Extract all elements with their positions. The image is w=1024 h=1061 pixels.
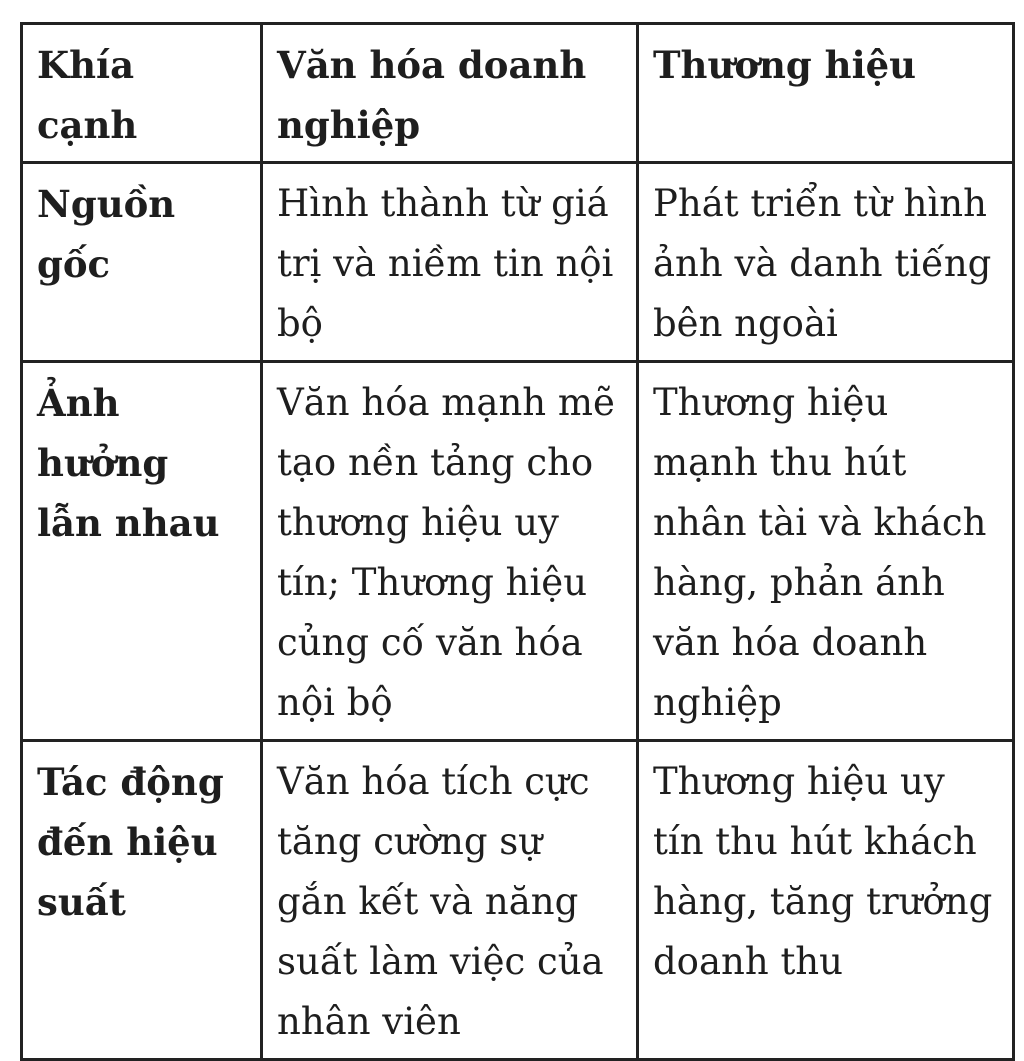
header-brand: Thương hiệu xyxy=(638,24,1014,163)
cell-culture-origin: Hình thành từ giá trị và niềm tin nội bộ xyxy=(262,163,638,362)
cell-culture-performance-impact: Văn hóa tích cực tăng cường sự gắn kết và năng suất làm việc của nhân viên xyxy=(262,741,638,1060)
cell-culture-mutual-influence: Văn hóa mạnh mẽ tạo nền tảng cho thương hiệu uy tín; Thương hiệu củng cố văn hóa nội bộ xyxy=(262,362,638,741)
table-row xyxy=(22,741,1014,1060)
table-row xyxy=(22,362,1014,741)
cell-brand-mutual-influence: Thương hiệu mạnh thu hút nhân tài và khách hàng, phản ánh văn hóa doanh nghiệp xyxy=(638,362,1014,741)
row-aspect-mutual-influence: Ảnh hưởng lẫn nhau xyxy=(22,362,262,741)
table-row xyxy=(22,163,1014,362)
comparison-table xyxy=(20,22,1015,1061)
row-aspect-origin: Nguồn gốc xyxy=(22,163,262,362)
header-aspect: Khía cạnh xyxy=(22,24,262,163)
cell-brand-performance-impact: Thương hiệu uy tín thu hút khách hàng, tăng trưởng doanh thu xyxy=(638,741,1014,1060)
cell-brand-origin: Phát triển từ hình ảnh và danh tiếng bên ngoài xyxy=(638,163,1014,362)
row-aspect-performance-impact: Tác động đến hiệu suất xyxy=(22,741,262,1060)
table-header-row xyxy=(22,24,1014,163)
header-corporate-culture: Văn hóa doanh nghiệp xyxy=(262,24,638,163)
